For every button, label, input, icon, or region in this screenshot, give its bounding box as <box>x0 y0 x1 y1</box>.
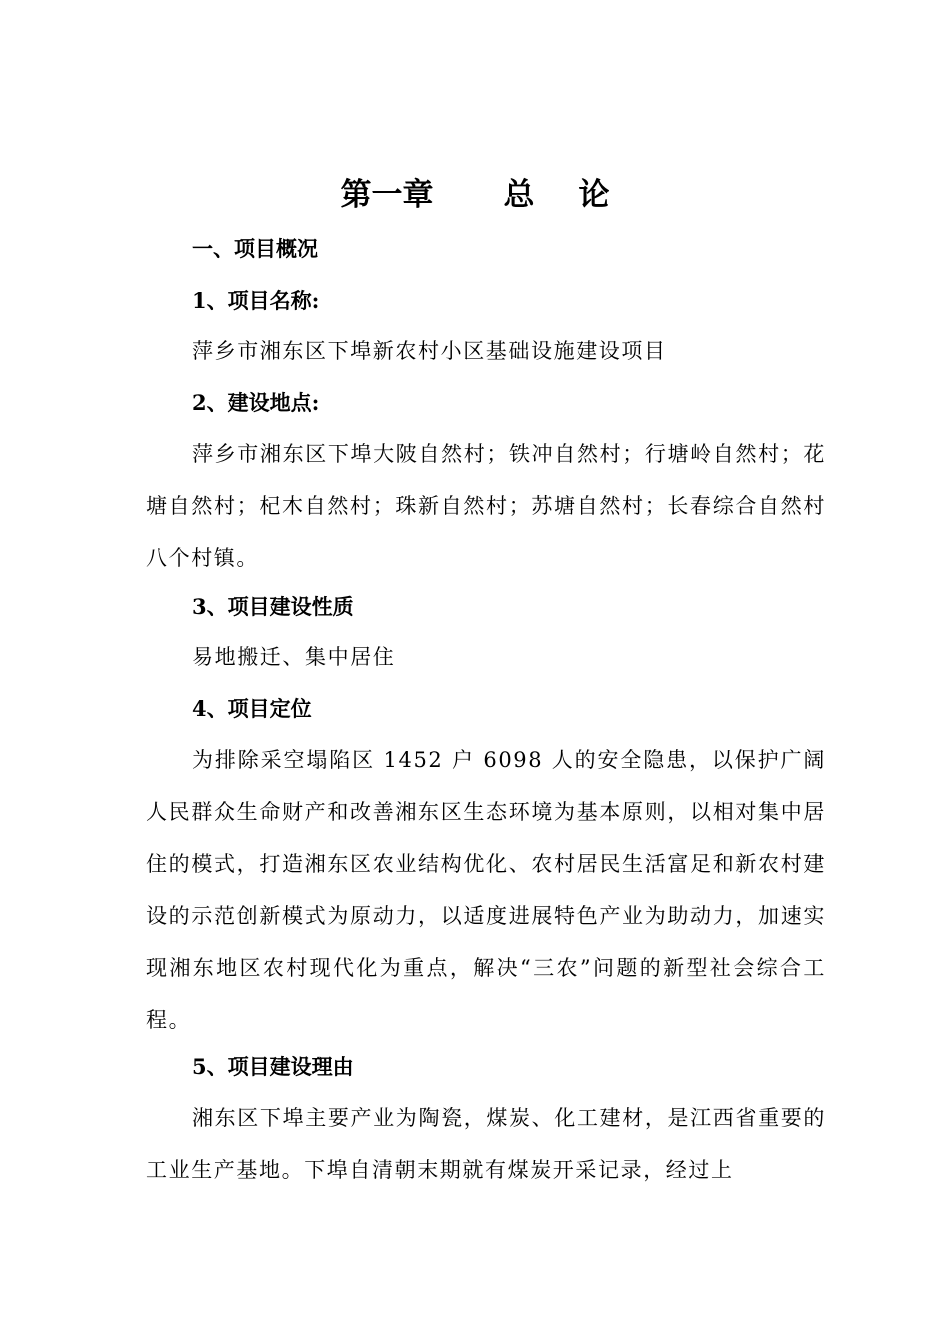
item-text-location: 萍乡市湘东区下埠大陂自然村；铁冲自然村；行塘岭自然村；花塘自然村；杞木自然村；珠新自然村；苏塘自然村；长春综合自然村八个村镇。 <box>146 442 826 570</box>
item-heading-reason: 5、项目建设理由 <box>192 1054 354 1079</box>
chapter-title-part2: 论 <box>578 177 610 213</box>
item-heading-positioning: 4、项目定位 <box>192 696 312 721</box>
item-heading-project-name: 1、项目名称: <box>192 288 320 313</box>
item-text-reason: 湘东区下埠主要产业为陶瓷，煤炭、化工建材，是江西省重要的工业生产基地。下埠自清朝末期就有煤炭开采记录，经过上 <box>146 1106 826 1182</box>
item-text-positioning: 为排除采空塌陷区 1452 户 6098 人的安全隐患，以保护广阔人民群众生命财产和改善湘东区生态环境为基本原则，以相对集中居住的模式，打造湘东区农业结构优化、农村居民生活富足和新农村建设的示范创新模式为原动力，以适度进展特色产业为助动力，加速实现湘东地区农村现代化为重点，解决“三农”问题的新型社会综合工程。 <box>146 748 826 1032</box>
chapter-number: 第一章 <box>340 177 434 213</box>
chapter-title <box>0 170 950 220</box>
item-heading-location: 2、建设地点: <box>192 390 320 415</box>
chapter-title-part1: 总 <box>503 177 535 213</box>
item-text-project-name: 萍乡市湘东区下埠新农村小区基础设施建设项目 <box>192 339 667 363</box>
section-heading-overview: 一、项目概况 <box>192 236 318 261</box>
item-heading-nature: 3、项目建设性质 <box>192 594 354 619</box>
item-text-nature: 易地搬迁、集中居住 <box>192 645 396 669</box>
